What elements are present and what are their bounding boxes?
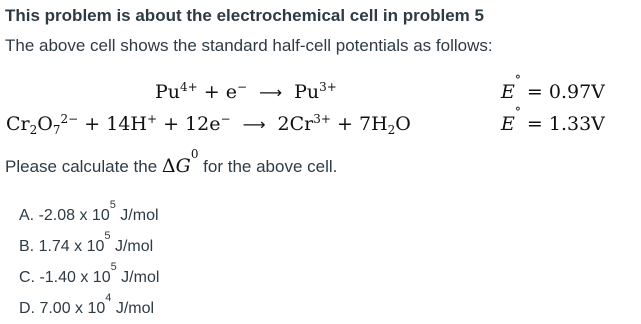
problem-title: This problem is about the electrochemical cell in problem 5 [5, 6, 484, 25]
reaction-arrow: ⟶ [259, 83, 283, 102]
reactant-h: 14H [106, 113, 147, 135]
potential-1 [501, 73, 605, 103]
charge: − [237, 80, 248, 95]
charge: + [146, 112, 158, 127]
reactant-electron: 12e [185, 113, 221, 135]
potential-symbol: E [501, 81, 515, 103]
reactant-pu: Pu [155, 81, 181, 103]
charge: 2− [60, 112, 79, 127]
option-text: D. 7.00 x 10 [19, 300, 106, 317]
half-reaction-1 [155, 81, 337, 103]
option-b[interactable] [19, 231, 159, 262]
potential-value: = 1.33V [526, 113, 605, 135]
option-unit: J/mol [116, 269, 160, 286]
option-unit: J/mol [111, 300, 155, 317]
reactant-electron: e [225, 81, 237, 103]
plus-sign: + [337, 113, 353, 135]
half-reaction-2 [6, 112, 411, 138]
degree-mark: ° [514, 73, 521, 88]
product-pu: Pu [294, 81, 320, 103]
question-text [5, 147, 338, 177]
product-water-tail: O [395, 113, 411, 135]
question-after: for the above cell. [198, 157, 338, 176]
g-letter: G [175, 155, 191, 177]
option-c[interactable] [19, 262, 159, 293]
product-cr: 2Cr [277, 113, 314, 135]
delta-g-symbol [161, 147, 199, 177]
option-text: C. -1.40 x 10 [19, 269, 111, 286]
charge: 3+ [319, 80, 337, 95]
subscript: 2 [29, 123, 38, 138]
option-exponent: 5 [110, 261, 117, 274]
intro-text: The above cell shows the standard half-cell potentials as follows: [5, 36, 493, 55]
charge: 4+ [180, 80, 198, 95]
reaction-arrow: ⟶ [242, 115, 266, 134]
potential-value: = 0.97V [526, 81, 605, 103]
option-exponent: 4 [105, 292, 112, 305]
option-d[interactable] [19, 293, 159, 324]
plus-sign: + [84, 113, 101, 135]
plus-sign: + [163, 113, 179, 135]
subscript: 2 [387, 123, 396, 138]
option-unit: J/mol [115, 207, 159, 224]
potential-2 [501, 105, 605, 135]
option-a[interactable] [19, 200, 159, 231]
delta: Δ [161, 155, 176, 177]
subscript: 7 [52, 123, 61, 138]
question-before: Please calculate the [5, 157, 162, 176]
answer-options [19, 200, 159, 324]
standard-mark: 0 [190, 147, 199, 162]
option-text: A. -2.08 x 10 [19, 207, 110, 224]
option-exponent: 5 [109, 199, 116, 212]
charge: 3+ [313, 112, 331, 127]
reactant-o: O [37, 113, 53, 135]
reactant-cr: Cr [6, 113, 30, 135]
potential-symbol: E [501, 113, 515, 135]
degree-mark: ° [514, 105, 521, 120]
option-exponent: 5 [104, 230, 111, 243]
charge: − [220, 112, 231, 127]
option-unit: J/mol [110, 238, 154, 255]
product-water: 7H [358, 113, 388, 135]
option-text: B. 1.74 x 10 [19, 238, 105, 255]
plus-sign: + [203, 81, 220, 103]
